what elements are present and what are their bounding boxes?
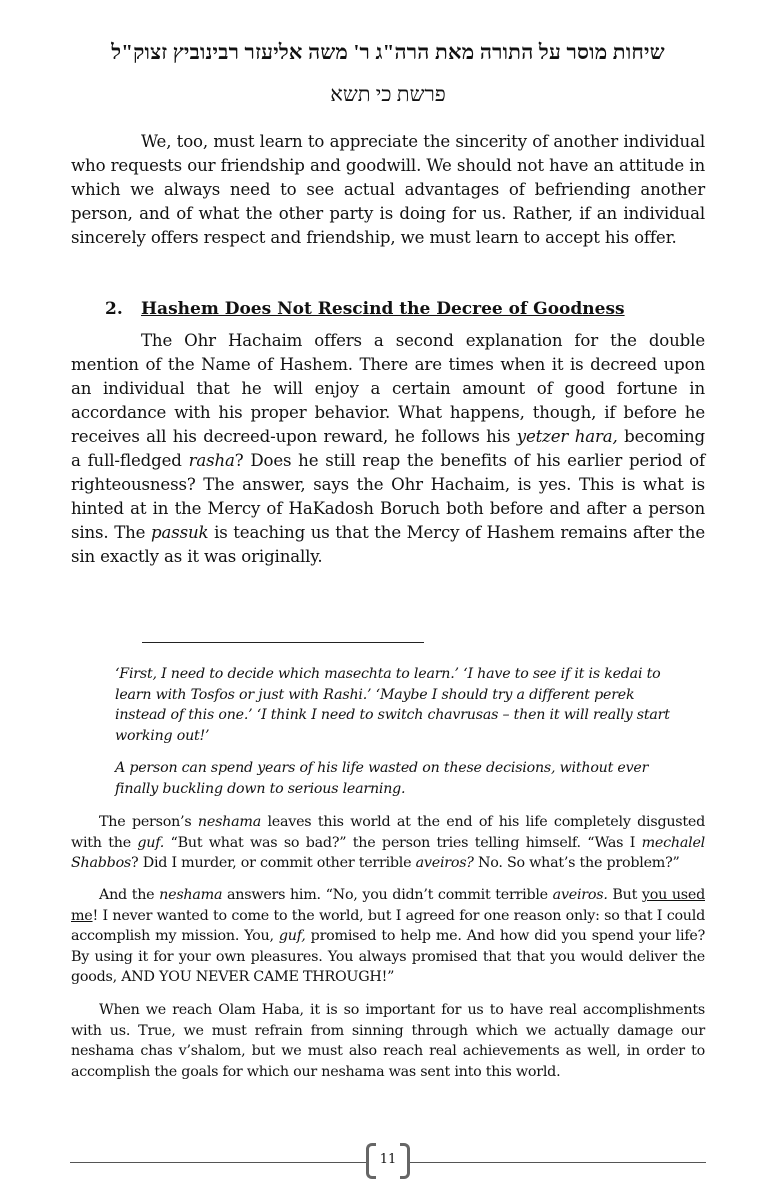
footer-rule-right [410,1162,706,1163]
italic-term: mechalel Shabbos [71,834,705,872]
text-run: “But what was so bad?” the person tries telling himself. “Was I [164,834,642,851]
footnote-divider [142,642,424,643]
footer-rule-left [70,1162,366,1163]
text-run: But [607,887,642,903]
italic-term: neshama [197,814,261,830]
footnote-paragraph-3: When we reach Olam Haba, it is so important for us to have real accomplishments with us. True, we must refrain from sinning through which we actually damage our neshama chas v’shalom, but we must also reach real achievements as well, in order to accomplish the goals for which our neshama was sent into this world. [71,1002,705,1080]
text-run: is teaching us that the Mercy of Hashem remains after the sin exactly as it was originally. [71,523,705,566]
footnote-paragraph-2 [71,885,705,988]
page-number-bracket-right [400,1143,410,1179]
text-run: ? Did I murder, or commit other terrible [131,855,416,872]
text-run: leaves this world at the end of his life completely disgusted with the [71,814,705,851]
italic-term: rasha [188,451,235,470]
italic-term: aveiros. [552,887,608,903]
text-run: becoming a full-fledged [71,427,706,470]
text-run: And the [99,887,160,903]
running-header-title: שיחות מוסר על התורה מאת הרה"ג ר' משה אליעזר רבינוביץ זצוק"ל [111,40,665,64]
page-number-bracket-left [366,1143,376,1179]
running-header-parsha: פרשת כי תשא [330,82,446,106]
footnote-quote-2: A person can spend years of his life wasted on these decisions, without ever finally buckling down to serious learning. [115,760,649,797]
footnote-quote-1: ‘First, I need to decide which masechta to learn.’ ‘I have to see if it is kedai to learn with Tosfos or just with Rashi.’ ‘Maybe I should try a different perek instead of this one.’ ‘I think I need to switch chavrusas – then it will really start working out!’ [115,666,670,744]
page-number: 11 [379,1152,397,1167]
text-run: ! I never wanted to come to the world, but I agreed for one reason only: so that I could accomplish my mission. You, [71,907,705,945]
section-title: Hashem Does Not Rescind the Decree of Goodness [141,299,625,319]
section-number: 2. [105,299,123,319]
underlined-phrase: you used me [71,887,705,924]
section-heading [105,299,625,319]
italic-term: guf. [137,834,165,851]
italic-term: passuk [151,523,209,542]
text-run: No. So what’s the problem?” [473,855,680,872]
italic-term: guf, [278,928,306,945]
body-paragraph-1: We, too, must learn to appreciate the sincerity of another individual who requests our friendship and goodwill. We should not have an attitude in which we always need to see actual advantages of befriending another person, and of what the other party is doing for us. Rather, if an individual sincerely offers respect and friendship, we must learn to accept his offer. [71,132,705,247]
italic-term: neshama [159,887,223,903]
text-run: answers him. “No, you didn’t commit terrible [222,887,553,903]
text-run: ? Does he still reap the benefits of his earlier period of righteousness? The answer, says the Ohr Hachaim, is yes. This is what is hinted at in the Mercy of HaKadosh Boruch both before and after a person sins. The [71,451,705,542]
italic-term: aveiros? [415,855,474,872]
italic-term: yetzer hara, [516,427,618,446]
text-run: The Ohr Hachaim offers a second explanation for the double mention of the Name of Hashem. There are times when it is decreed upon an individual that he will enjoy a certain amount of good fortune in accordance with his proper behavior. What happens, though, if before he receives all his decreed-upon reward, he follows his [71,331,705,446]
text-run: The person’s [99,814,198,830]
text-run: promised to help me. And how did you spend your life? By using it for your own pleasures. You always promised that that you would deliver the goods, AND YOU NEVER CAME THROUGH!” [71,928,705,986]
footnote-paragraph-1 [71,812,705,874]
body-paragraph-2 [71,329,705,569]
